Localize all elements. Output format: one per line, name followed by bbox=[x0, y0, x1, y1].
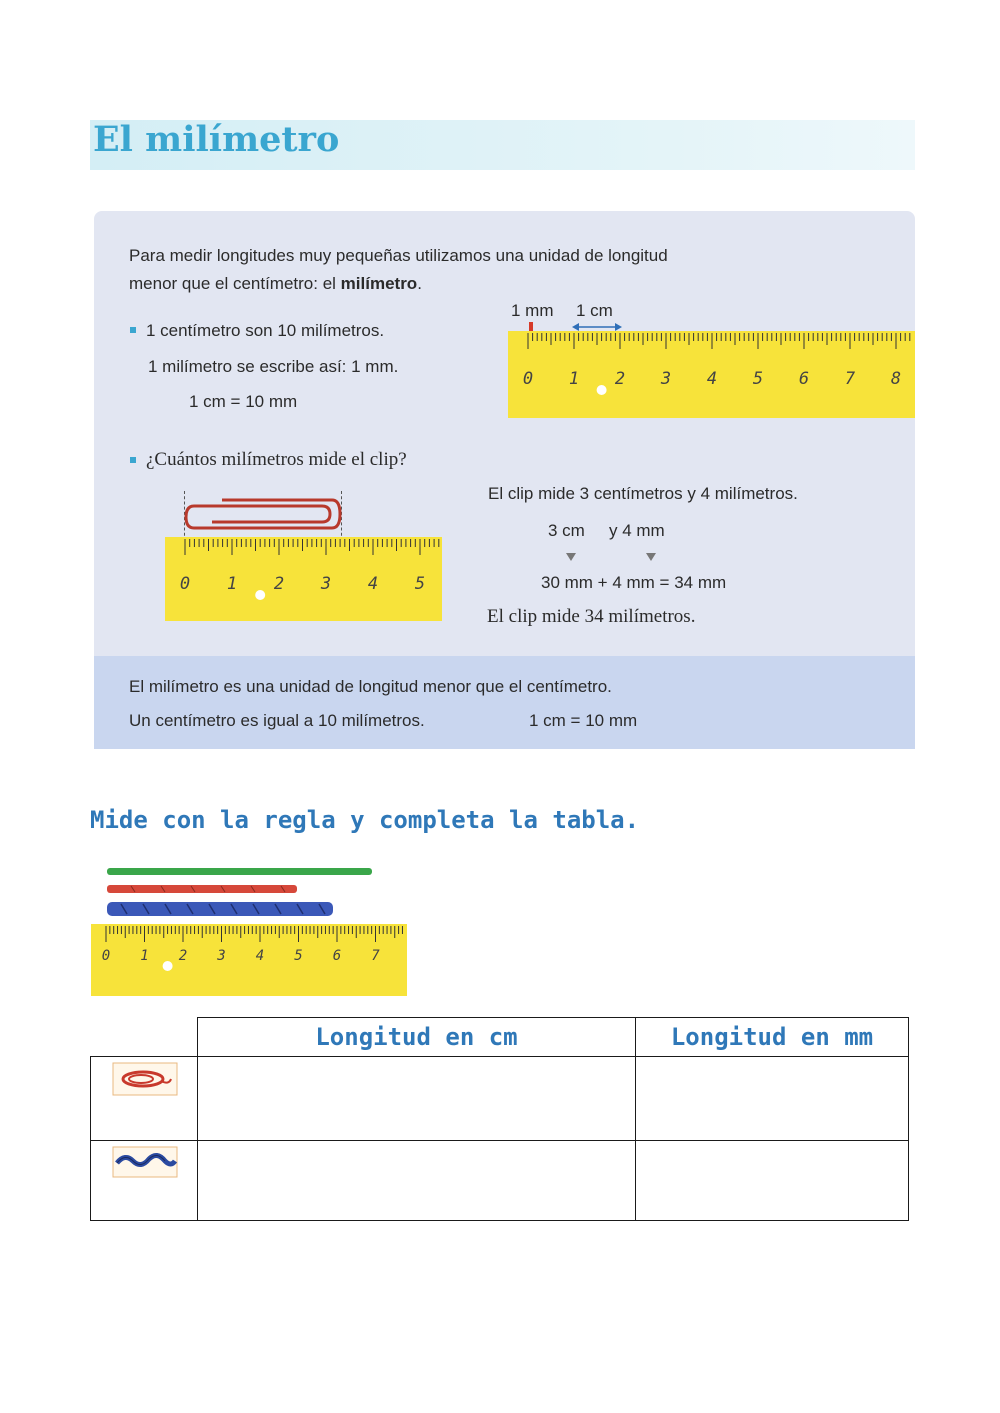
clip-mm: y 4 mm bbox=[609, 521, 665, 540]
answer-table bbox=[90, 1017, 909, 1221]
ruler-clip-number: 3 bbox=[320, 574, 332, 594]
ruler-clip-ticks bbox=[165, 537, 442, 621]
row-2-mm[interactable] bbox=[636, 1141, 909, 1221]
ruler-large-number: 2 bbox=[614, 369, 626, 389]
ruler-large bbox=[508, 331, 915, 418]
ruler-large-ticks bbox=[508, 331, 915, 418]
paperclip-icon bbox=[182, 496, 344, 536]
label-1mm: 1 mm bbox=[511, 301, 554, 320]
row-icon-cell bbox=[91, 1141, 198, 1221]
ruler-large-number: 7 bbox=[844, 369, 856, 389]
intro-line-2 bbox=[129, 274, 422, 294]
bullet-1-icon bbox=[130, 327, 136, 333]
summary-line-2: Un centímetro es igual a 10 milímetros. bbox=[129, 711, 425, 730]
label-1cm: 1 cm bbox=[576, 301, 613, 320]
ruler-exercise-hole bbox=[163, 961, 173, 971]
red-string-icon bbox=[91, 1057, 197, 1135]
summary-band bbox=[94, 656, 915, 749]
bullet-1-sub-2: 1 cm = 10 mm bbox=[189, 392, 298, 411]
ruler-clip-number: 4 bbox=[367, 574, 379, 594]
blue-string-icon bbox=[91, 1141, 197, 1215]
bullet-2-icon bbox=[130, 457, 136, 463]
ruler-clip-number: 1 bbox=[226, 574, 238, 594]
ruler-exercise-ticks bbox=[91, 924, 407, 996]
header-cm: Longitud en cm bbox=[198, 1018, 636, 1057]
ruler-large-number: 5 bbox=[752, 369, 764, 389]
ruler-large-number: 1 bbox=[568, 369, 580, 389]
ruler-exercise bbox=[91, 924, 407, 996]
ruler-exercise-number: 0 bbox=[101, 948, 111, 964]
intro-line-1: Para medir longitudes muy pequeñas utilizamos una unidad de longitud bbox=[129, 246, 668, 265]
bullet-1-text: 1 centímetro son 10 milímetros. bbox=[146, 321, 385, 340]
ruler-clip-number: 0 bbox=[179, 574, 191, 594]
table-row bbox=[91, 1141, 909, 1221]
row-1-mm[interactable] bbox=[636, 1057, 909, 1141]
clip-cm: 3 cm bbox=[548, 521, 585, 540]
ruler-large-number: 4 bbox=[706, 369, 718, 389]
page-title: El milímetro bbox=[93, 119, 340, 160]
header-mm: Longitud en mm bbox=[636, 1018, 909, 1057]
exercise-heading: Mide con la regla y completa la tabla. bbox=[90, 806, 640, 834]
ruler-exercise-number: 2 bbox=[178, 948, 188, 964]
row-1-cm[interactable] bbox=[198, 1057, 636, 1141]
ruler-large-number: 0 bbox=[522, 369, 534, 389]
ruler-exercise-number: 3 bbox=[217, 948, 226, 964]
ruler-clip bbox=[165, 537, 442, 621]
bullet-1-sub-1: 1 milímetro se escribe así: 1 mm. bbox=[148, 357, 399, 376]
ruler-large-number: 8 bbox=[890, 369, 902, 389]
intro-line-2-end: . bbox=[417, 274, 422, 293]
ruler-clip-hole bbox=[255, 590, 265, 600]
summary-equation: 1 cm = 10 mm bbox=[529, 711, 638, 730]
intro-keyword: milímetro bbox=[340, 274, 418, 293]
ruler-exercise-number: 4 bbox=[255, 948, 265, 964]
ruler-large-number: 3 bbox=[660, 369, 672, 389]
row-icon-cell bbox=[91, 1057, 198, 1141]
ruler-exercise-number: 1 bbox=[140, 948, 149, 964]
ruler-large-number: 6 bbox=[798, 369, 810, 389]
table-corner bbox=[91, 1018, 198, 1057]
row-2-cm[interactable] bbox=[198, 1141, 636, 1221]
summary-line-1: El milímetro es una unidad de longitud menor que el centímetro. bbox=[129, 677, 612, 696]
intro-line-2-text: menor que el centímetro: el bbox=[129, 274, 341, 293]
ruler-clip-number: 2 bbox=[273, 574, 285, 594]
ruler-exercise-number: 6 bbox=[332, 948, 342, 964]
strings-measure-figure bbox=[91, 860, 407, 998]
arrow-down-icon bbox=[566, 553, 576, 561]
ruler-large-hole bbox=[597, 385, 607, 395]
ruler-exercise-number: 7 bbox=[371, 948, 380, 964]
bullet-2-question: ¿Cuántos milímetros mide el clip? bbox=[146, 449, 407, 470]
lesson-panel bbox=[94, 211, 915, 749]
strings-icon bbox=[91, 860, 407, 920]
ruler-exercise-number: 5 bbox=[294, 948, 303, 964]
arrow-down-icon bbox=[646, 553, 656, 561]
clip-result: El clip mide 34 milímetros. bbox=[487, 606, 696, 627]
ruler-clip-number: 5 bbox=[414, 574, 426, 594]
clip-line-1: El clip mide 3 centímetros y 4 milímetros. bbox=[488, 484, 798, 503]
table-row bbox=[91, 1057, 909, 1141]
clip-equation: 30 mm + 4 mm = 34 mm bbox=[541, 573, 727, 592]
